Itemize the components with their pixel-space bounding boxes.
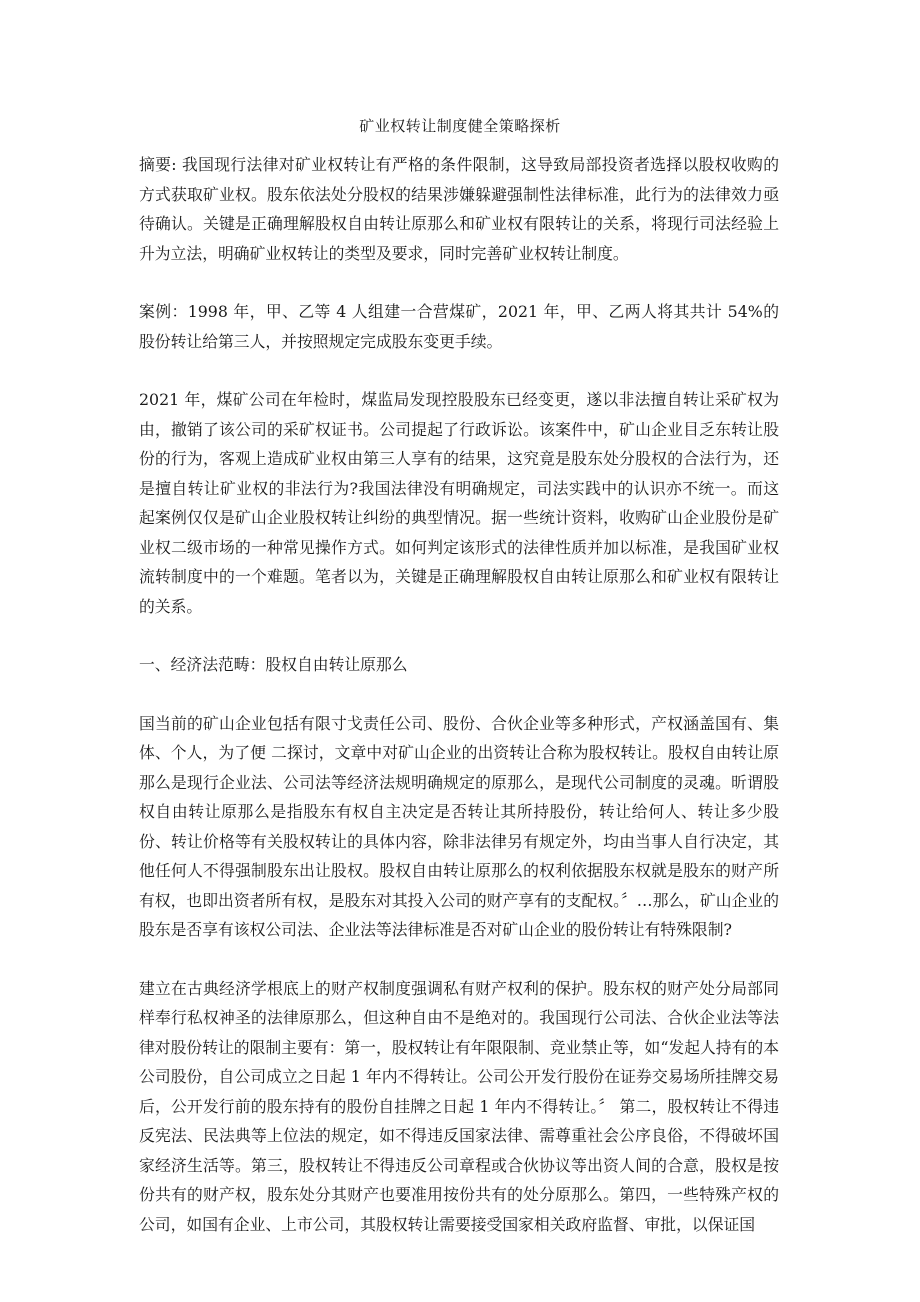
page-title: 矿业权转让制度健全策略探析	[359, 117, 561, 135]
document-body	[139, 150, 779, 1268]
body-paragraph: 2021 年，煤矿公司在年检时，煤监局发现控股股东已经变更，遂以非法擅自转让采矿权为由，撤销了该公司的采矿权证书。公司提起了行政诉讼。该案件中，矿山企业目乏东转让股份的行为，客观上造成矿业权由第三人享有的结果，这究竟是股东处分股权的合法行为，还是擅自转让矿业权的非法行为?我国法律没有明确规定，司法实践中的认识亦不统一。而这起案例仅仅是矿山企业股权转让纠纷的典型情况。据一些统计资料，收购矿山企业股份是矿业权二级市场的一种常见操作方式。如何判定该形式的法律性质并加以标准，是我国矿业权流转制度中的一个难题。笔者以为，关键是正确理解股权自由转让原那么和矿业权有限转让的关系。	[139, 390, 779, 616]
abstract-paragraph: 摘要: 我国现行法律对矿业权转让有严格的条件限制，这导致局部投资者选择以股权收购的方式获取矿业权。股东依法处分股权的结果涉嫌躲避强制性法律标准，此行为的法律效力亟待确认。关键是正确理解股权自由转让原那么和矿业权有限转让的关系，将现行司法经验上升为立法，明确矿业权转让的类型及要求，同时完善矿业权转让制度。	[139, 155, 779, 263]
case-paragraph: 案例：1998 年，甲、乙等 4 人组建一合营煤矿，2021 年，甲、乙两人将其共计 54%的股份转让给第三人，并按照规定完成股东变更手续。	[139, 302, 779, 351]
section-heading: 一、经济法范畴：股权自由转让原那么	[139, 655, 408, 674]
body-paragraph: 建立在古典经济学根底上的财产权制度强调私有财产权利的保护。股东权的财产处分局部同样奉行私权神圣的法律原那么，但这种自由不是绝对的。我国现行公司法、合伙企业法等法律对股份转让的限制主要有：第一，股权转让有年限限制、竞业禁止等，如“发起人持有的本公司股份，自公司成立之日起 1 年内不得转让。公司公开发行股份在证券交易场所挂牌交易后，公开发行前的股东持有的股份自挂牌之日起 1 年内不得转让。〞 第二，股权转让不得违反宪法、民法典等上位法的规定，如不得违反国家法律、需尊重社会公序良俗，不得破坏国家经济生活等。第三，股权转让不得违反公司章程或合伙协议等出资人间的合意，股权是按份共有的财产权，股东处分其财产也要准用按份共有的处分原那么。第四，一些特殊产权的公司，如国有企业、上市公司，其股权转让需要接受国家相关政府监督、审批，以保证国	[139, 978, 779, 1234]
body-paragraph: 国当前的矿山企业包括有限寸戈责任公司、股份、合伙企业等多种形式，产权涵盖国有、集体、个人，为了便 二探讨，文章中对矿山企业的出资转让合称为股权转让。股权自由转让原那么是现行企业法、公司法等经济法规明确规定的原那么，是现代公司制度的灵魂。昕谓股权自由转让原那么是指股东有权自主决定是否转让其所持股份，转让给何人、转让多少股份、转让价格等有关股权转让的具体内容，除非法律另有规定外，均由当事人自行决定，其他任何人不得强制股东出让股权。股权自由转让原那么的权利依据股东权就是股东的财产所有权，也即出资者所有权，是股东对其投入公司的财产享有的支配权。〞…那么，矿山企业的股东是否享有该权公司法、企业法等法律标准是否对矿山企业的股份转让有特殊限制?	[139, 713, 779, 939]
